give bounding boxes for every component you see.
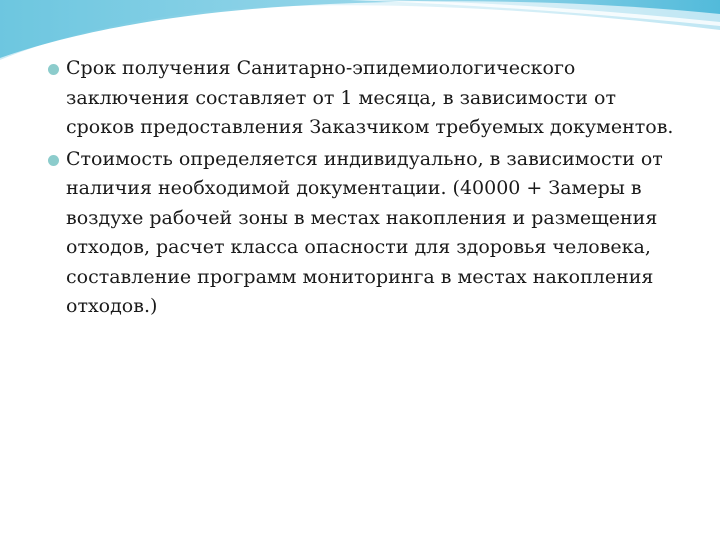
slide-content — [48, 54, 688, 324]
bullet-item-delivery-time — [48, 54, 688, 143]
bullet-dot-icon — [48, 64, 59, 75]
bullet-list — [48, 54, 688, 322]
bullet-item-cost — [48, 145, 688, 322]
bullet-text: Стоимость определяется индивидуально, в зависимости от наличия необходимой документации. (40000 + Замеры в воздухе рабочей зоны в местах накопления и размещения отходов, расчет класса опасности для здоровья человека, составление программ мониторинга в местах накопления отходов.) — [66, 147, 663, 317]
bullet-dot-icon — [48, 155, 59, 166]
bullet-text: Срок получения Санитарно-эпидемиологического заключения составляет от 1 месяца, в зависимости от сроков предоставления Заказчиком требуемых документов. — [66, 57, 674, 138]
